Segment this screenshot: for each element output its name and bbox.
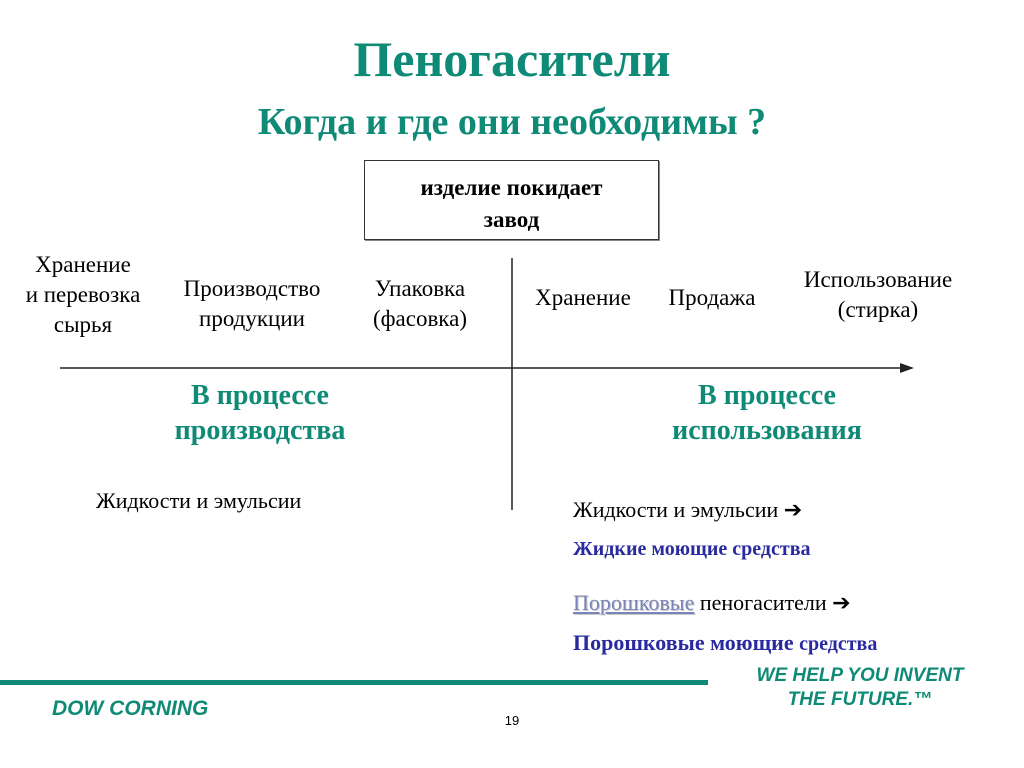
page-number: 19 [504,713,520,728]
arrow-right-icon: ➔ [832,590,851,615]
stage-sale: Продажа [668,285,756,310]
powder-antifoam-label: пеногасители [699,590,827,615]
page-title: Пеногасители [353,31,671,87]
stage-usage: Использование (стирка) [803,267,953,322]
stage-raw-storage: Хранение и перевозка сырья [25,252,141,337]
stage-production: Производство продукции [183,276,321,331]
usage-item-powder [573,590,851,616]
powder-link[interactable]: Порошковые [573,590,695,615]
factory-exit-line1: изделие покидает [420,175,603,200]
stage-storage: Хранение [535,285,631,310]
usage-item-liquids [573,497,802,523]
footer-company: DOW CORNING [52,697,209,720]
page-subtitle: Когда и где они необходимы ? [257,101,767,143]
stage-packaging: Упаковка (фасовка) [372,276,468,331]
factory-exit-line2: завод [483,207,540,232]
footer-slogan: WE HELP YOU INVENT THE FUTURE.™ [756,665,964,710]
usage-heading: В процессе использования [672,380,862,446]
timeline-arrowhead [900,363,914,373]
production-item: Жидкости и эмульсии [96,488,302,513]
liquid-detergents: Жидкие моющие средства [573,538,811,560]
footer-divider [0,680,708,685]
production-heading: В процессе производства [174,380,346,446]
powder-detergents: Порошковые моющие средства [573,630,878,655]
arrow-right-icon: ➔ [783,497,803,522]
liquids-label: Жидкости и эмульсии [573,497,779,522]
